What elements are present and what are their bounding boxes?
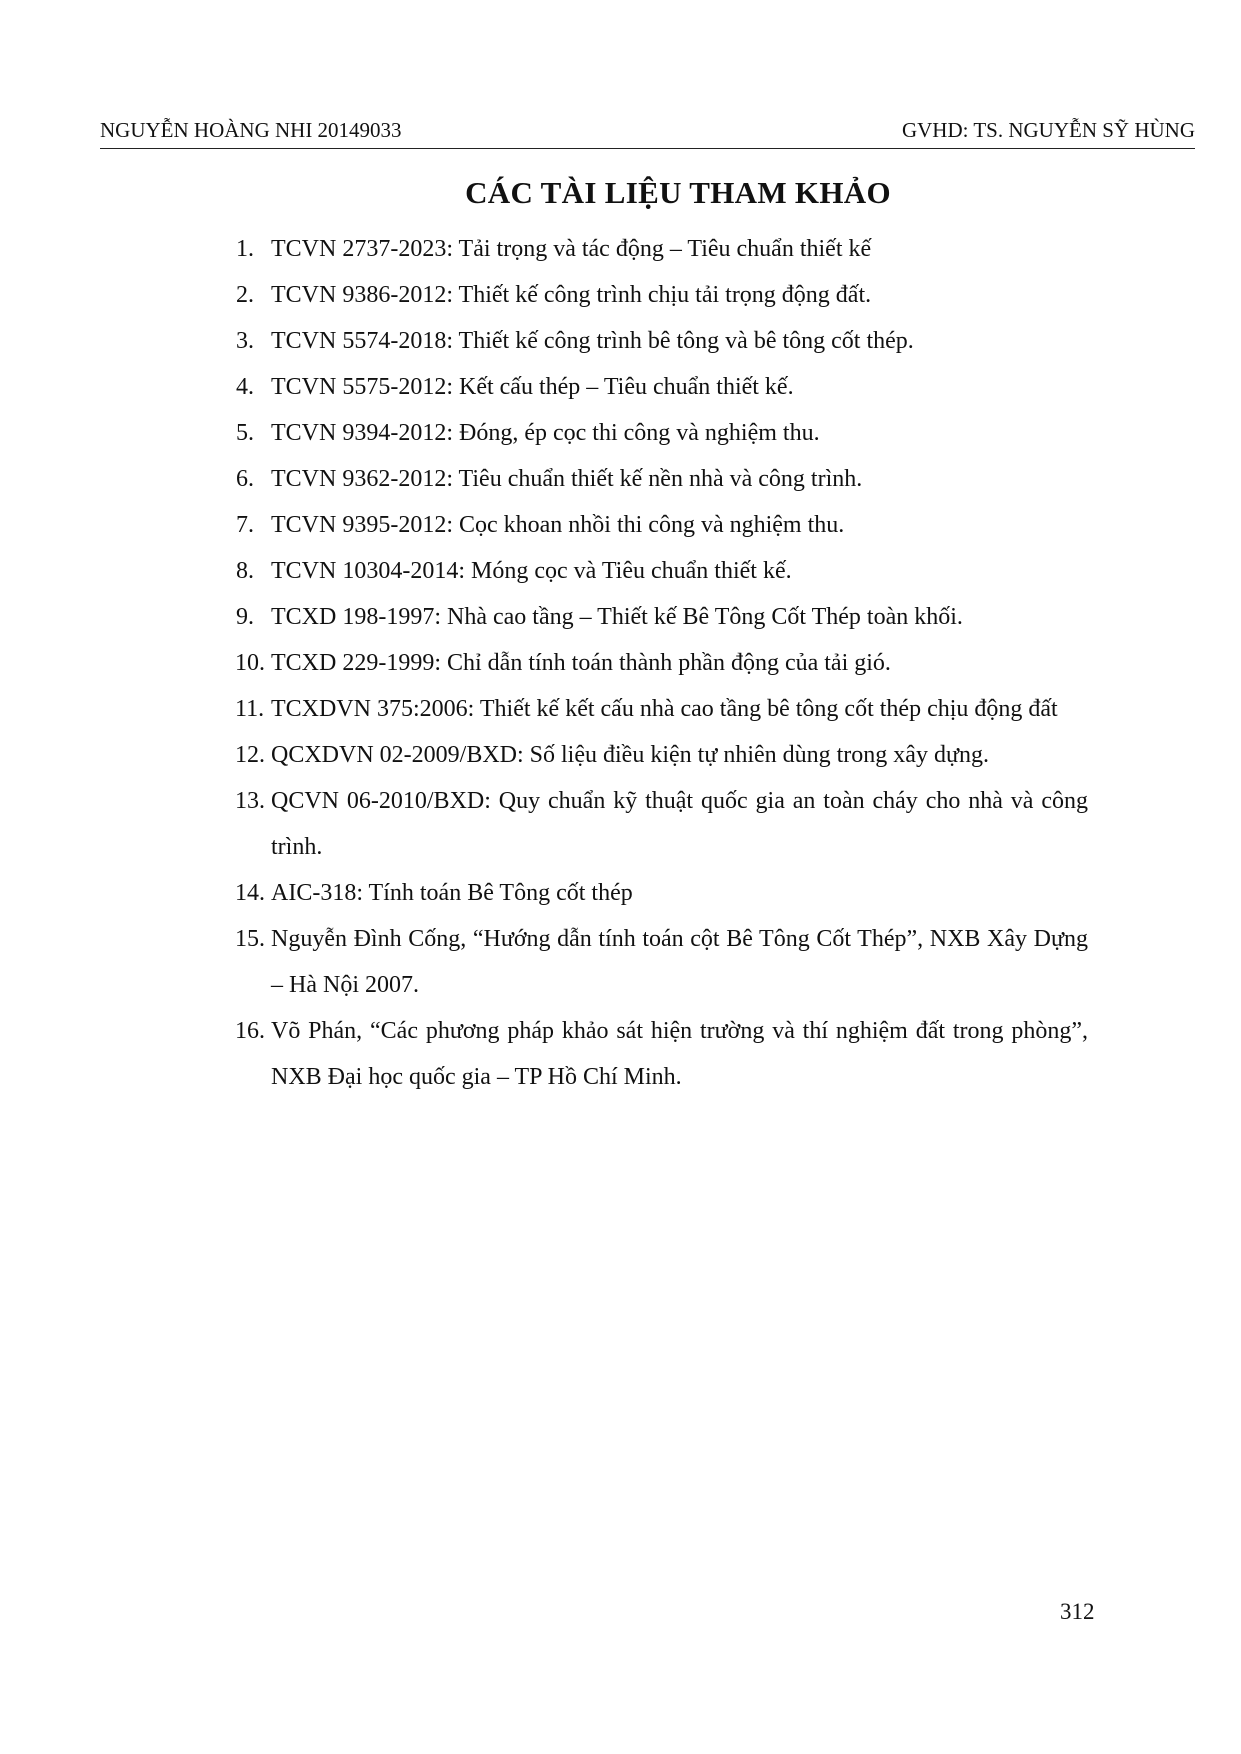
page-header [100, 118, 1195, 149]
reference-item [236, 548, 1088, 594]
reference-number: 10. [235, 650, 265, 676]
reference-number: 15. [235, 926, 265, 952]
reference-number: 14. [235, 880, 265, 906]
reference-number: 7. [236, 512, 254, 538]
reference-item [236, 686, 1088, 732]
reference-text: TCVN 5575-2012: Kết cấu thép – Tiêu chuẩn thiết kế. [271, 374, 794, 400]
reference-item [236, 410, 1088, 456]
reference-number: 16. [235, 1018, 265, 1044]
reference-item [236, 1008, 1088, 1100]
reference-text: Nguyễn Đình Cống, “Hướng dẫn tính toán cột Bê Tông Cốt Thép”, NXB Xây Dựng – Hà Nội 2007. [271, 926, 1088, 998]
reference-item [236, 318, 1088, 364]
reference-item [236, 732, 1088, 778]
reference-list [236, 226, 1088, 1100]
reference-text: TCXDVN 375:2006: Thiết kế kết cấu nhà cao tầng bê tông cốt thép chịu động đất [271, 696, 1058, 722]
reference-text: TCVN 9395-2012: Cọc khoan nhồi thi công và nghiệm thu. [271, 512, 845, 538]
reference-text: TCVN 9386-2012: Thiết kế công trình chịu tải trọng động đất. [271, 282, 872, 308]
reference-number: 9. [236, 604, 254, 630]
reference-item [236, 594, 1088, 640]
reference-number: 11. [235, 696, 265, 722]
reference-number: 1. [236, 236, 254, 262]
reference-text: TCVN 2737-2023: Tải trọng và tác động – Tiêu chuẩn thiết kế [271, 236, 872, 262]
header-author: NGUYỄN HOÀNG NHI 20149033 [100, 118, 402, 142]
reference-item [236, 502, 1088, 548]
reference-text: TCVN 9362-2012: Tiêu chuẩn thiết kế nền nhà và công trình. [271, 466, 863, 492]
reference-item [236, 226, 1088, 272]
reference-number: 5. [236, 420, 254, 446]
reference-item [236, 870, 1088, 916]
header-advisor: GVHD: TS. NGUYỄN SỸ HÙNG [901, 118, 1195, 142]
reference-number: 2. [236, 282, 254, 308]
reference-text: TCXD 198-1997: Nhà cao tầng – Thiết kế Bê Tông Cốt Thép toàn khối. [271, 604, 963, 630]
reference-item [236, 916, 1088, 1008]
reference-item [236, 640, 1088, 686]
reference-number: 8. [236, 558, 254, 584]
reference-text: QCVN 06-2010/BXD: Quy chuẩn kỹ thuật quốc gia an toàn cháy cho nhà và công trình. [271, 788, 1088, 860]
reference-item [236, 778, 1088, 870]
reference-number: 13. [235, 788, 265, 814]
reference-text: AIC-318: Tính toán Bê Tông cốt thép [271, 880, 633, 906]
reference-number: 12. [235, 742, 265, 768]
reference-item [236, 272, 1088, 318]
reference-text: TCXD 229-1999: Chỉ dẫn tính toán thành phần động của tải gió. [271, 650, 891, 676]
reference-number: 6. [236, 466, 254, 492]
reference-text: TCVN 5574-2018: Thiết kế công trình bê tông và bê tông cốt thép. [271, 328, 914, 354]
reference-text: TCVN 10304-2014: Móng cọc và Tiêu chuẩn thiết kế. [271, 558, 792, 584]
reference-number: 4. [236, 374, 254, 400]
reference-item [236, 364, 1088, 410]
page-title: CÁC TÀI LIỆU THAM KHẢO [465, 175, 891, 210]
reference-text: QCXDVN 02-2009/BXD: Số liệu điều kiện tự nhiên dùng trong xây dựng. [271, 742, 989, 768]
reference-number: 3. [236, 328, 254, 354]
reference-text: TCVN 9394-2012: Đóng, ép cọc thi công và nghiệm thu. [271, 420, 820, 446]
reference-item [236, 456, 1088, 502]
reference-text: Võ Phán, “Các phương pháp khảo sát hiện trường và thí nghiệm đất trong phòng”, NXB Đại học quốc gia – TP Hồ Chí Minh. [271, 1018, 1088, 1090]
page-number: 312 [1060, 1599, 1095, 1624]
